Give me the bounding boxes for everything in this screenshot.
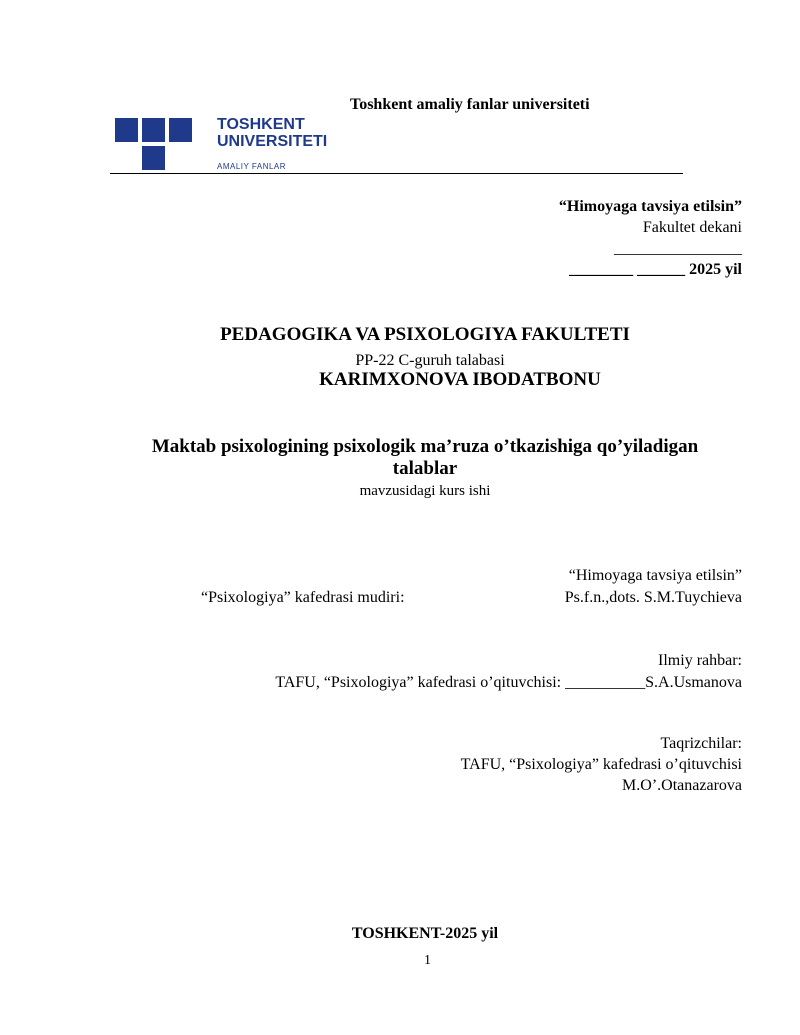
student-name: KARIMXONOVA IBODATBONU — [319, 369, 601, 390]
reviewer-name: M.O’.Otanazarova — [622, 777, 742, 794]
department-head-name: Ps.f.n.,dots. S.M.Tuychieva — [564, 589, 742, 606]
reviewers-label: Taqrizchilar: — [660, 735, 742, 752]
topic-title-line2: talablar — [392, 458, 458, 479]
university-logo — [115, 116, 345, 176]
topic-subtitle: mavzusidagi kurs ishi — [359, 483, 491, 499]
page-number: 1 — [424, 953, 431, 968]
logo-text-line1: TOSHKENT — [217, 116, 305, 133]
department-recommend: “Himoyaga tavsiya etilsin” — [568, 567, 742, 584]
logo-text-line3: AMALIY FANLAR — [217, 162, 287, 171]
university-name: Toshkent amaliy fanlar universiteti — [350, 96, 590, 113]
city-year: TOSHKENT-2025 yil — [351, 925, 499, 942]
department-head-label: “Psixologiya” kafedrasi mudiri: — [201, 589, 405, 606]
logo-square — [169, 118, 192, 142]
logo-square — [142, 146, 165, 170]
faculty-title: PEDAGOGIKA VA PSIXOLOGIYA FAKULTETI — [220, 324, 630, 345]
logo-text-line2: UNIVERSITETI — [217, 133, 328, 150]
approval-date-line: ________ ______ 2025 yil — [569, 261, 742, 278]
approval-title: “Himoyaga tavsiya etilsin” — [558, 198, 742, 215]
supervisor-line: TAFU, “Psixologiya” kafedrasi o’qituvchisi: __________S.A.Usmanova — [275, 674, 742, 691]
logo-square — [142, 118, 165, 142]
approval-role: Fakultet dekani — [642, 219, 742, 236]
logo-square — [115, 118, 138, 142]
reviewer-affiliation: TAFU, “Psixologiya” kafedrasi o’qituvchisi — [460, 756, 742, 773]
supervisor-label: Ilmiy rahbar: — [658, 652, 742, 669]
approval-signature-line: ________________ — [614, 240, 742, 257]
header-divider — [110, 173, 683, 174]
student-group: PP-22 C-guruh talabasi — [355, 352, 505, 369]
topic-title-line1: Maktab psixologining psixologik ma’ruza o’tkazishiga qo’yiladigan — [151, 436, 699, 457]
